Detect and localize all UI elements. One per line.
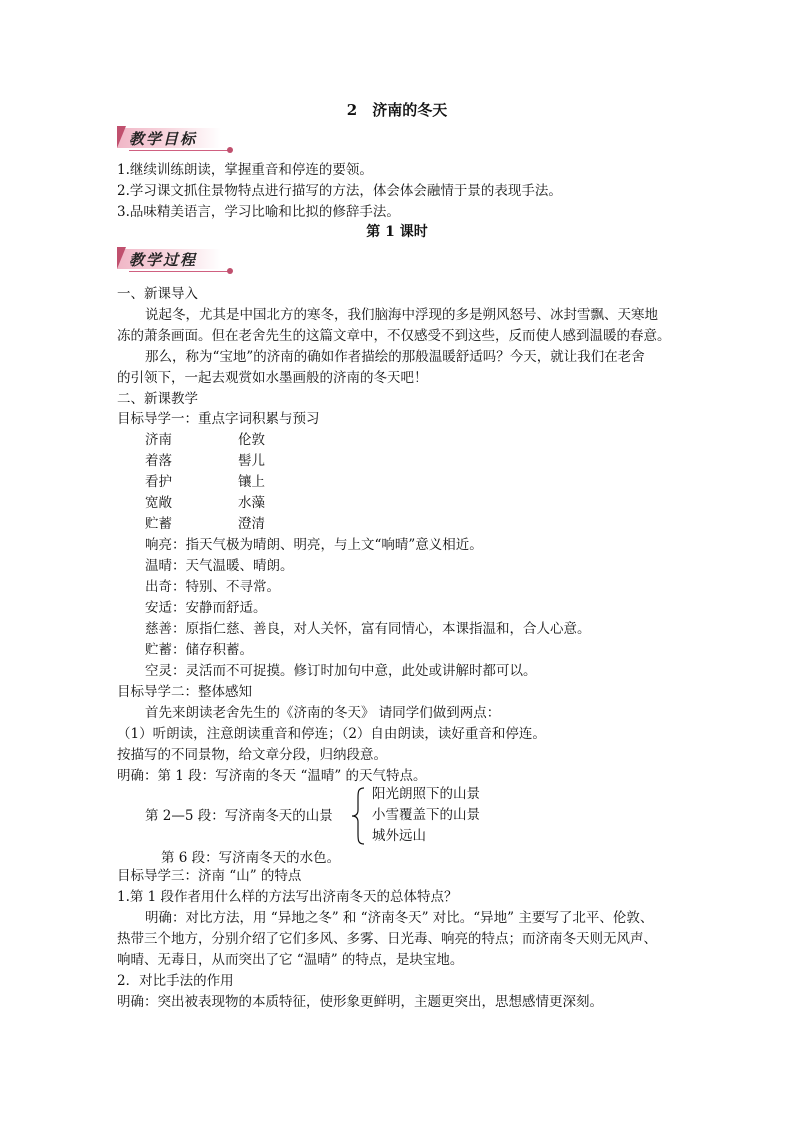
vocab-word: 水藻 xyxy=(238,495,265,511)
vocab-word: 髻儿 xyxy=(238,453,265,469)
branch-item: 城外远山 xyxy=(372,828,426,844)
answer-line: 明确：对比方法，用 “异地之冬” 和 “济南冬天” 对比。“异地” 主要写了北平、伦敦、 xyxy=(145,910,654,926)
banner-rule xyxy=(129,271,229,272)
definition: 温晴：天气温暖、晴朗。 xyxy=(145,558,294,574)
answer-line: 明确：突出被表现物的本质特征，使形象更鲜明，主题更突出，思想感情更深刻。 xyxy=(117,994,603,1010)
vocab-word: 济南 xyxy=(145,432,172,448)
paragraph-line: 说起冬，尤其是中国北方的寒冬，我们脑海中浮现的多是朔风怒号、冰封雪飘、天寒地 xyxy=(145,307,658,323)
definition: 安适：安静而舒适。 xyxy=(145,600,267,616)
goal-item: 1.继续训练朗读，掌握重音和停连的要领。 xyxy=(117,162,373,178)
paragraph-line: 那么，称为“宝地”的济南的确如作者描绘的那般温暖舒适吗？今天，就让我们在老舍 xyxy=(145,349,645,365)
answer-line: 热带三个地方，分别介绍了它们多风、多雾、日光毒、响亮的特点；而济南冬天则无风声、 xyxy=(117,931,657,947)
vocab-word: 贮蓄 xyxy=(145,516,172,532)
vocab-word: 着落 xyxy=(145,453,172,469)
definition: 响亮：指天气极为晴朗、明亮，与上文“响晴”意义相近。 xyxy=(145,537,483,553)
segment-label: 第 6 段：写济南冬天的水色。 xyxy=(161,850,341,866)
answer-line: 响晴、无毒日，从而突出了它 “温晴” 的特点，是块宝地。 xyxy=(117,952,464,968)
part-heading: 二、新课教学 xyxy=(117,391,198,407)
vocab-word: 澄清 xyxy=(238,516,265,532)
lesson-title: 第 1 课时 xyxy=(366,224,428,240)
part-heading: 一、新课导入 xyxy=(117,286,198,302)
paragraph-line: （1）听朗读，注意朗读重音和停连；（2）自由朗读，读好重音和停连。 xyxy=(117,726,546,742)
definition: 出奇：特别、不寻常。 xyxy=(145,579,280,595)
banner-label: 教学目标 xyxy=(129,130,198,148)
section-banner-process xyxy=(117,247,237,273)
document-title: 2 济南的冬天 xyxy=(346,101,448,119)
goal-heading: 目标导学三：济南 “山” 的特点 xyxy=(117,868,302,884)
question: 2．对比手法的作用 xyxy=(117,973,234,989)
banner-dot-icon xyxy=(227,147,233,153)
brace-icon xyxy=(350,786,368,846)
vocab-word: 镶上 xyxy=(238,474,265,490)
definition: 贮蓄：储存积蓄。 xyxy=(145,642,253,658)
paragraph-line: 冻的萧条画面。但在老舍先生的这篇文章中，不仅感受不到这些，反而使人感到温暖的春意。 xyxy=(117,328,671,344)
vocab-word: 宽敞 xyxy=(145,495,172,511)
definition: 慈善：原指仁慈、善良，对人关怀，富有同情心，本课指温和，合人心意。 xyxy=(145,621,591,637)
goal-item: 3.品味精美语言，学习比喻和比拟的修辞手法。 xyxy=(117,204,400,220)
goal-heading: 目标导学一：重点字词积累与预习 xyxy=(117,411,320,427)
paragraph-line: 明确：第 1 段：写济南的冬天 “温晴” 的天气特点。 xyxy=(117,768,427,784)
section-banner-goals xyxy=(117,126,237,152)
segment-label: 第 2—5 段：写济南冬天的山景 xyxy=(145,808,333,824)
branch-item: 阳光朗照下的山景 xyxy=(372,786,480,802)
paragraph-line: 的引领下，一起去观赏如水墨画般的济南的冬天吧！ xyxy=(117,370,428,386)
vocab-word: 伦敦 xyxy=(238,432,265,448)
vocab-word: 看护 xyxy=(145,474,172,490)
banner-mark-icon xyxy=(117,247,126,269)
banner-dot-icon xyxy=(227,268,233,274)
branch-item: 小雪覆盖下的山景 xyxy=(372,807,480,823)
goal-item: 2.学习课文抓住景物特点进行描写的方法，体会体会融情于景的表现手法。 xyxy=(117,183,562,199)
question: 1.第 1 段作者用什么样的方法写出济南冬天的总体特点？ xyxy=(117,889,458,905)
paragraph-line: 首先来朗读老舍先生的《济南的冬天》 请同学们做到两点： xyxy=(145,705,501,721)
paragraph-line: 按描写的不同景物，给文章分段，归纳段意。 xyxy=(117,747,387,763)
banner-label: 教学过程 xyxy=(129,251,198,269)
banner-rule xyxy=(129,150,229,151)
banner-mark-icon xyxy=(117,126,126,148)
definition: 空灵：灵活而不可捉摸。修订时加句中意，此处或讲解时都可以。 xyxy=(145,663,537,679)
goal-heading: 目标导学二：整体感知 xyxy=(117,684,252,700)
